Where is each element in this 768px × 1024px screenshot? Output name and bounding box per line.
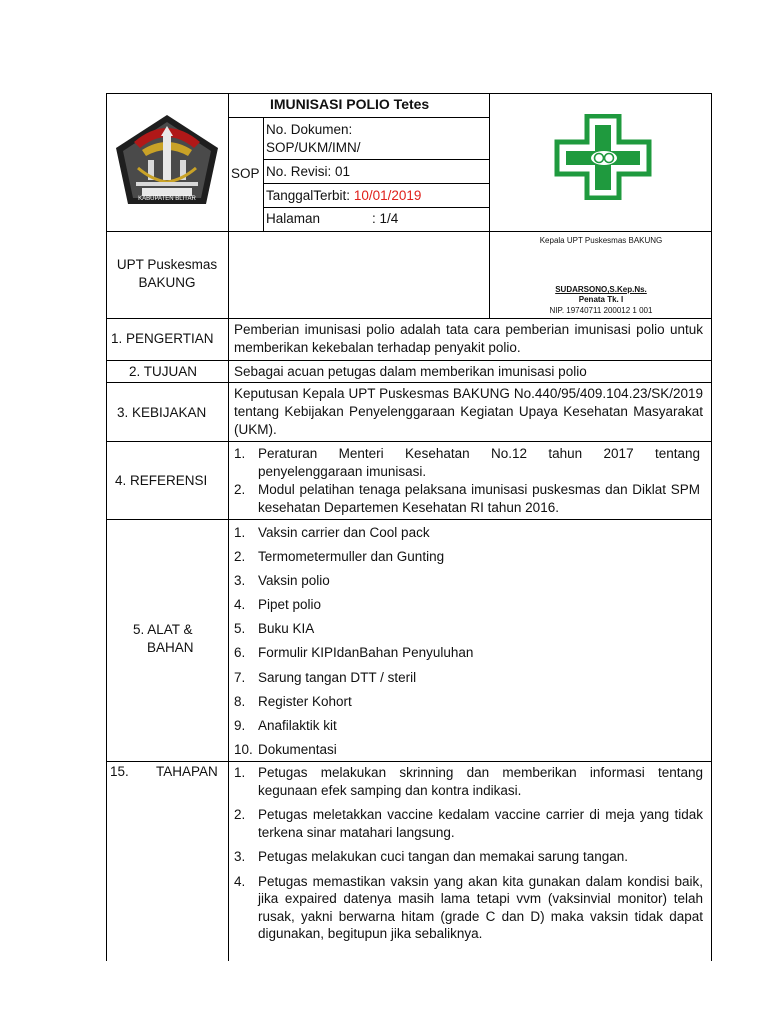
puskesmas-green-cross-icon	[553, 114, 653, 200]
signer-rank: Penata Tk. I	[578, 295, 624, 304]
list-item-text: Modul pelatihan tenaga pelaksana imunisasi puskesmas dan Diklat SPM kesehatan Departemen Kesehatan RI tahun 2016.	[258, 482, 700, 515]
column-divider	[263, 117, 264, 231]
signer-name: SUDARSONO,S.Kep.Ns.	[555, 285, 647, 294]
rule	[263, 183, 490, 184]
list-item-text: Vaksin polio	[258, 573, 330, 589]
list-item-text: Pipet polio	[258, 597, 322, 613]
page-title: IMUNISASI POLIO Tetes	[270, 96, 430, 112]
list-item-number: 3.	[234, 849, 246, 864]
list-item	[234, 873, 703, 943]
list-item-text: Petugas meletakkan vaccine kedalam vaccine carrier di meja yang tidak terkena sinar matahari langsung.	[258, 807, 703, 840]
list-item	[234, 545, 700, 569]
list-item	[234, 714, 700, 738]
pengertian-text: Pemberian imunisasi polio adalah tata cara pemberian imunisasi polio untuk memberikan kekebalan terhadap penyakit polio.	[234, 322, 703, 355]
publish-date-value: 10/01/2019	[353, 188, 422, 203]
list-item	[234, 848, 703, 866]
signer-nip: NIP. 19740711 200012 1 001	[549, 306, 653, 315]
list-item	[234, 481, 700, 517]
list-item-text: Peraturan Menteri Kesehatan No.12 tahun 2017 tentang penyelenggaraan imunisasi.	[258, 446, 700, 479]
signer-title: Kepala UPT Puskesmas BAKUNG	[539, 236, 663, 245]
list-item	[234, 666, 700, 690]
list-item-number: 5.	[234, 621, 246, 637]
column-divider	[228, 93, 229, 961]
revision-number: No. Revisi: 01	[266, 164, 351, 179]
pengertian-label: 1. PENGERTIAN	[111, 331, 214, 346]
list-item-number: 2.	[234, 482, 246, 497]
emblem-caption: KABUPATEN BLITAR	[138, 196, 196, 202]
kebijakan-text: Keputusan Kepala UPT Puskesmas BAKUNG No.440/95/409.104.23/SK/2019 tentang Kebijakan Penyelenggaraan Kegiatan Upaya Kesehatan Masyarakat (UKM).	[234, 386, 703, 437]
rule	[263, 207, 490, 208]
list-item-text: Vaksin carrier dan Cool pack	[258, 525, 430, 540]
list-item-number: 10.	[234, 741, 253, 757]
rule	[228, 117, 490, 118]
list-item-number: 7.	[234, 669, 246, 685]
list-item-number: 8.	[234, 693, 246, 709]
list-item-number: 2.	[234, 549, 246, 565]
tujuan-label: 2. TUJUAN	[129, 364, 198, 379]
list-item-number: 4.	[234, 873, 246, 889]
table-border-top	[106, 93, 712, 94]
list-item	[234, 445, 700, 481]
list-item-number: 4.	[234, 597, 246, 613]
list-item	[234, 738, 700, 762]
kabupaten-blitar-emblem-icon	[112, 112, 222, 208]
page-number: : 1/4	[372, 211, 399, 226]
list-item-number: 1.	[234, 525, 246, 540]
tahapan-label-number: 15.	[110, 764, 129, 779]
tujuan-text: Sebagai acuan petugas dalam memberikan imunisasi polio	[234, 364, 587, 379]
list-item	[234, 569, 700, 593]
alat-label-line1: 5. ALAT &	[133, 622, 193, 637]
referensi-list	[234, 445, 700, 517]
list-item-text: Register Kohort	[258, 693, 352, 709]
org-name-line2: BAKUNG	[138, 275, 196, 290]
doc-number-value: SOP/UKM/IMN/	[266, 140, 361, 155]
rule	[106, 382, 712, 383]
list-item-text: Petugas melakukan cuci tangan dan memakai sarung tangan.	[258, 849, 628, 864]
list-item-text: Anafilaktik kit	[258, 717, 337, 733]
list-item-text: Petugas memastikan vaksin yang akan kita gunakan dalam kondisi baik, jika expaired datenya masih lama tetapi vvm (vaksinvial monitor) telah rusak, yakni berwarna hitam (grade C dan D) maka vaksin tidak dapat digunakan, begitupun jika sebaliknya.	[258, 873, 703, 941]
list-item	[234, 806, 703, 841]
alat-list	[234, 521, 700, 762]
list-item-number: 1.	[234, 446, 246, 461]
list-item-text: Buku KIA	[258, 621, 315, 637]
referensi-label: 4. REFERENSI	[115, 473, 208, 488]
list-item-text: Sarung tangan DTT / steril	[258, 669, 417, 685]
sop-label: SOP	[231, 166, 260, 181]
rule	[106, 519, 712, 520]
tahapan-label: TAHAPAN	[156, 764, 218, 779]
rule	[106, 318, 712, 319]
list-item-number: 6.	[234, 645, 246, 661]
list-item	[234, 521, 700, 545]
list-item-text: Formulir KIPIdanBahan Penyuluhan	[258, 645, 474, 661]
list-item-text: Termometermuller dan Gunting	[258, 549, 445, 565]
kebijakan-label: 3. KEBIJAKAN	[117, 405, 207, 420]
page-label: Halaman	[266, 211, 321, 226]
list-item	[234, 617, 700, 641]
list-item-text: Dokumentasi	[258, 741, 337, 757]
rule	[106, 231, 712, 232]
table-border-right	[711, 93, 712, 961]
list-item-number: 2.	[234, 807, 246, 822]
tahapan-list	[234, 764, 703, 943]
list-item-text: Petugas melakukan skrinning dan memberikan informasi tentang kegunaan efek samping dan kontra indikasi.	[258, 765, 703, 798]
rule	[263, 159, 490, 160]
table-border-left	[106, 93, 107, 961]
publish-date	[266, 187, 421, 205]
list-item	[234, 690, 700, 714]
doc-number-label: No. Dokumen:	[266, 122, 353, 137]
publish-date-label: TanggalTerbit:	[266, 188, 354, 203]
list-item-number: 1.	[234, 765, 246, 780]
list-item	[234, 764, 703, 799]
rule	[106, 441, 712, 442]
list-item-number: 3.	[234, 573, 246, 589]
alat-label-line2: BAHAN	[147, 640, 194, 655]
rule	[106, 360, 712, 361]
list-item-number: 9.	[234, 717, 246, 733]
list-item	[234, 641, 700, 665]
list-item	[234, 593, 700, 617]
org-name-line1: UPT Puskesmas	[116, 257, 218, 272]
